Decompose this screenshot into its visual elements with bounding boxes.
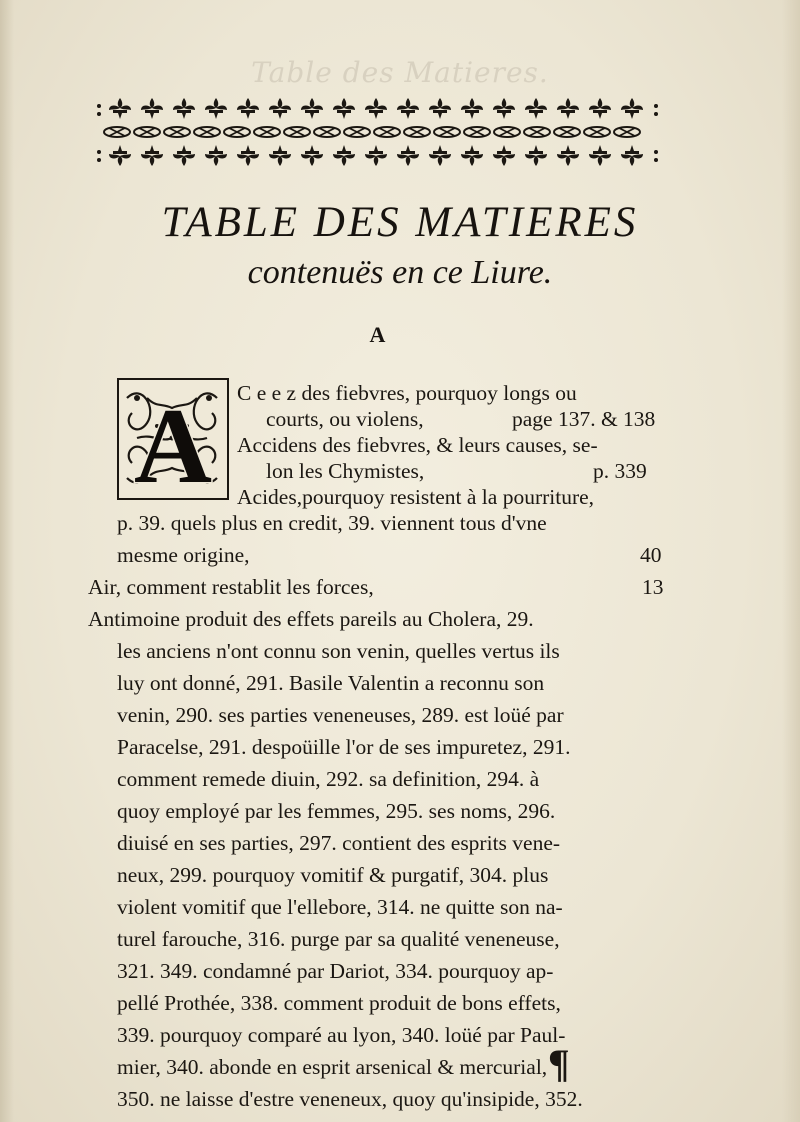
index-entry-line: p. 39. quels plus en credit, 39. viennent tous d'vne xyxy=(117,511,547,535)
index-entry-line: Paracelse, 291. despoüille l'or de ses impuretez, 291. xyxy=(117,735,571,759)
index-entry-line: 350. ne laisse d'estre veneneux, quoy qu'insipide, 352. xyxy=(117,1087,583,1111)
pilcrow-catchword: ¶ xyxy=(548,1041,570,1086)
svg-text:A: A xyxy=(134,387,212,500)
index-entry-line: luy ont donné, 291. Basile Valentin a reconnu son xyxy=(117,671,545,695)
index-entry-line: les anciens n'ont connu son venin, quelles vertus ils xyxy=(117,639,560,663)
index-entry-line: quoy employé par les femmes, 295. ses noms, 296. xyxy=(117,799,556,823)
index-entry-line: Antimoine produit des effets pareils au Cholera, 29. xyxy=(88,607,534,631)
index-entry-line: diuisé en ses parties, 297. contient des esprits vene- xyxy=(117,831,561,855)
index-entry-line: 339. pourquoy comparé au lyon, 340. loüé par Paul- xyxy=(117,1023,566,1047)
page-title: TABLE DES MATIERES xyxy=(161,199,639,246)
index-entry-line: venin, 290. ses parties veneneuses, 289. est loüé par xyxy=(117,703,564,727)
index-entry-line: mier, 340. abonde en esprit arsenical & mercurial, xyxy=(117,1055,548,1079)
section-letter: A xyxy=(369,322,386,347)
index-entry-line: C e e z des fiebvres, pourquoy longs ou xyxy=(237,381,577,405)
index-entry-line: courts, ou violens, xyxy=(266,407,424,431)
page-subtitle: contenuës en ce Liure. xyxy=(247,254,553,291)
fleuron-band-ornament xyxy=(95,92,660,172)
index-entry-line: neux, 299. pourquoy vomitif & purgatif, 304. plus xyxy=(117,863,549,887)
index-entry-line: Acides,pourquoy resistent à la pourriture, xyxy=(237,485,595,509)
page-reference: p. 339 xyxy=(593,459,647,483)
index-entry-line: lon les Chymistes, xyxy=(266,459,425,483)
bleed-through-running-head: Table des Matieres. xyxy=(251,56,549,89)
index-entry-line: comment remede diuin, 292. sa definition, 294. à xyxy=(117,767,540,791)
index-entry-line: Accidens des fiebvres, & leurs causes, se- xyxy=(237,433,598,457)
page-reference: 13 xyxy=(642,575,664,599)
index-entry-line: 321. 349. condamné par Dariot, 334. pourquoy ap- xyxy=(117,959,554,983)
index-entry-line: violent vomitif que l'ellebore, 314. ne quitte son na- xyxy=(117,895,563,919)
drop-cap-initial xyxy=(117,378,229,500)
page-reference: page 137. & 138 xyxy=(512,407,656,431)
index-entry-line: Air, comment restablit les forces, xyxy=(88,575,374,599)
page-reference: 40 xyxy=(640,543,662,567)
index-entry-line: mesme origine, xyxy=(117,543,250,567)
index-entry-line: turel farouche, 316. purge par sa qualité veneneuse, xyxy=(117,927,560,951)
index-entry-line: pellé Prothée, 338. comment produit de bons effets, xyxy=(117,991,561,1015)
